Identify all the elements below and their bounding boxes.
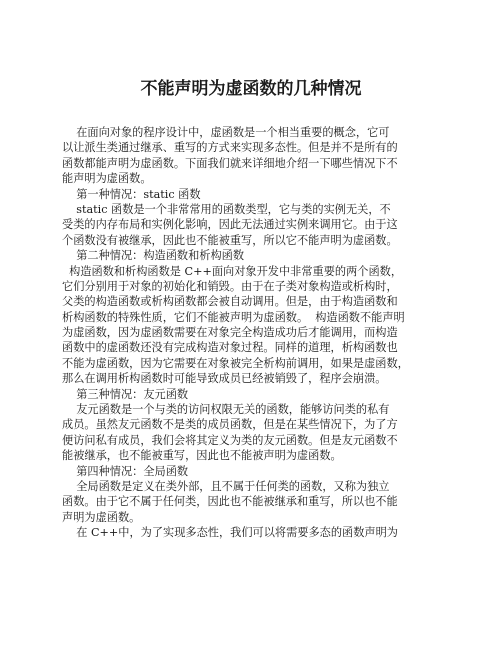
text-line: 父类的构造函数或析构函数都会被自动调用。但是，由于构造函数和 (62, 295, 398, 309)
text-line: 便访问私有成员，我们会将其定义为类的友元函数。但是友元函数不 (62, 433, 398, 447)
text-line: 第三种情况：友元函数 (62, 387, 189, 401)
text-line: 全局函数是定义在类外部，且不属于任何类的函数，又称为独立 (62, 479, 390, 493)
text-line: 声明为虚函数。 (62, 510, 141, 524)
text-line: 第四种情况：全局函数 (62, 464, 189, 478)
text-line: 成员。虽然友元函数不是类的成员函数，但是在某些情况下，为了方 (62, 418, 398, 432)
text-line: 受类的内存布局和实例化影响，因此无法通过实例来调用它。由于这 (62, 218, 398, 232)
text-line: 那么在调用析构函数时可能导致成员已经被销毁了，程序会崩溃。 (62, 372, 387, 386)
text-line: 函数。由于它不属于任何类，因此也不能被继承和重写，所以也不能 (62, 495, 398, 509)
text-line: 不能为虚函数，因为它需要在对象被完全析构前调用，如果是虚函数， (62, 356, 409, 370)
text-line: 在 C++中，为了实现多态性，我们可以将需要多态的函数声明为 (62, 526, 398, 540)
text-line: 为虚函数，因为虚函数需要在对象完全构造成功后才能调用，而构造 (62, 326, 398, 340)
text-line: 它们分别用于对象的初始化和销毁。由于在子类对象构造或析构时， (62, 279, 398, 293)
text-line: 能声明为虚函数。 (62, 172, 152, 186)
text-line: static 函数是一个非常常用的函数类型，它与类的实例无关，不 (62, 202, 391, 216)
text-line: 个函数没有被继承，因此也不能被重写，所以它不能声明为虚函数。 (62, 233, 398, 247)
text-line: 能被继承，也不能被重写，因此也不能被声明为虚函数。 (62, 449, 342, 463)
text-line: 以让派生类通过继承、重写的方式来实现多态性。但是并不是所有的 (62, 141, 398, 155)
document-title: 不能声明为虚函数的几种情况 (140, 79, 362, 99)
text-line: 析构函数的特殊性质，它们不能被声明为虚函数。 构造函数不能声明 (62, 310, 405, 324)
text-line: 第二种情况：构造函数和析构函数 (62, 249, 245, 263)
text-line: 函数都能声明为虚函数。下面我们就来详细地介绍一下哪些情况下不 (62, 156, 398, 170)
text-line: 在面向对象的程序设计中，虚函数是一个相当重要的概念，它可 (62, 126, 390, 139)
document-body (62, 125, 442, 541)
text-line: 友元函数是一个与类的访问权限无关的函数，能够访问类的私有 (62, 403, 390, 417)
text-line: 第一种情况：static 函数 (62, 187, 201, 201)
text-line: 构造函数和析构函数是 C++面向对象开发中非常重要的两个函数， (62, 264, 403, 278)
text-line: 函数中的虚函数还没有完成构造对象过程。同样的道理，析构函数也 (62, 341, 398, 355)
